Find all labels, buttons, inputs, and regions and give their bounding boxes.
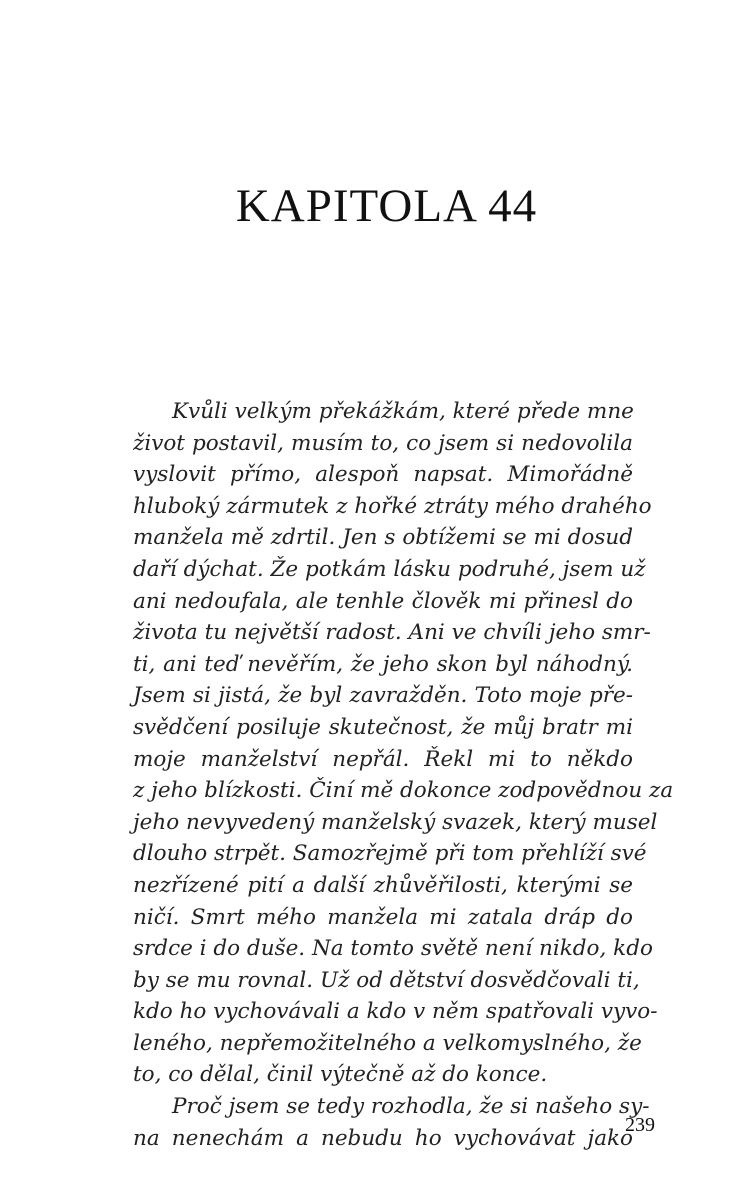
text-line: nezřízené pití a další zhůvěřilosti, kterými se [133, 872, 633, 898]
text-line: život postavil, musím to, co jsem si nedovolila [133, 430, 633, 456]
text-line: srdce i do duše. Na tomto světě není nikdo, kdo [133, 936, 653, 962]
text-line: manžela mě zdrtil. Jen s obtížemi se mi dosud [133, 525, 633, 551]
text-line: by se mu rovnal. Už od dětství dosvědčovali ti, [133, 967, 640, 993]
text-line: kdo ho vychovávali a kdo v něm spatřovali vyvo- [133, 999, 658, 1025]
text-line: Jsem si jistá, že byl zavražděn. Toto moje pře- [133, 683, 633, 709]
text-line: svědčení posiluje skutečnost, že můj bratr mi [133, 714, 633, 740]
text-line: daří dýchat. Že potkám lásku podruhé, jsem už [133, 556, 646, 582]
text-line: to, co dělal, činil výtečně až do konce. [133, 1062, 548, 1088]
text-line: hluboký zármutek z hořké ztráty mého drahého [133, 493, 652, 519]
text-line: z jeho blízkosti. Činí mě dokonce zodpovědnou za [133, 778, 674, 804]
text-line: ničí. Smrt mého manžela mi zatala dráp do [133, 904, 633, 930]
text-line: na nenechám a nebudu ho vychovávat jako [133, 1125, 633, 1151]
chapter-title: KAPITOLA 44 [235, 180, 538, 232]
text-line: ti, ani teď nevěřím, že jeho skon byl náhodný. [133, 651, 633, 677]
text-line: moje manželství nepřál. Řekl mi to někdo [133, 746, 633, 772]
text-line: dlouho strpět. Samozřejmě při tom přehlíží své [133, 841, 647, 867]
text-line: Proč jsem se tedy rozhodla, že si našeho sy- [172, 1094, 650, 1120]
text-line: leného, nepřemožitelného a velkomyslného, že [133, 1030, 642, 1056]
page-number: 239 [625, 1114, 655, 1136]
text-line: ani nedoufala, ale tenhle člověk mi přinesl do [133, 588, 633, 614]
text-line: Kvůli velkým překážkám, které přede mne [172, 399, 634, 424]
text-line: vyslovit přímo, alespoň napsat. Mimořádně [133, 462, 633, 488]
text-line: života tu největší radost. Ani ve chvíli jeho smr- [133, 620, 651, 646]
text-line: jeho nevyvedený manželský svazek, který musel [133, 809, 658, 835]
